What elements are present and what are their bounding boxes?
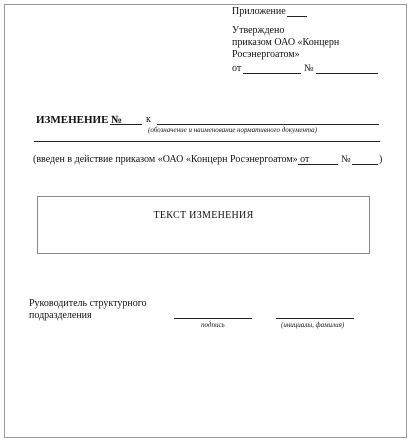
- enacted-date-line[interactable]: [298, 164, 338, 165]
- signature-line[interactable]: [174, 318, 252, 319]
- enacted-prefix: (введен в действие приказом «ОАО «Концерн Росэнергоатом» от: [33, 154, 310, 165]
- order-date-line[interactable]: [243, 73, 301, 74]
- name-caption: (инициалы, фамилия): [281, 321, 345, 329]
- enacted-closing: ): [379, 154, 383, 165]
- head-title-line1: Руководитель структурного: [29, 298, 147, 309]
- approved-label: Утверждено: [232, 25, 285, 36]
- appendix-number-line[interactable]: [287, 16, 307, 17]
- normative-document-caption: (обозначение и наименование нормативного документа): [148, 126, 317, 134]
- normative-document-line[interactable]: [157, 124, 379, 125]
- change-number-line[interactable]: [110, 124, 142, 125]
- change-text-box[interactable]: [37, 196, 370, 254]
- change-title: ИЗМЕНЕНИЕ №: [36, 114, 123, 126]
- document-continuation-line[interactable]: [34, 141, 380, 142]
- appendix-label: Приложение: [232, 6, 286, 17]
- head-title-line2: подразделения: [29, 310, 92, 321]
- order-number-label: №: [304, 63, 314, 74]
- order-date-label: от: [232, 63, 242, 74]
- signature-caption: подпись: [201, 321, 225, 329]
- org-line: Росэнергоатом»: [232, 49, 300, 60]
- order-line: приказом ОАО «Концерн: [232, 37, 340, 48]
- name-line[interactable]: [276, 318, 354, 319]
- enacted-number-label: №: [341, 154, 351, 165]
- change-text-label: ТЕКСТ ИЗМЕНЕНИЯ: [153, 210, 254, 221]
- change-to-label: к: [146, 114, 151, 125]
- enacted-number-line[interactable]: [352, 164, 378, 165]
- order-number-line[interactable]: [316, 73, 378, 74]
